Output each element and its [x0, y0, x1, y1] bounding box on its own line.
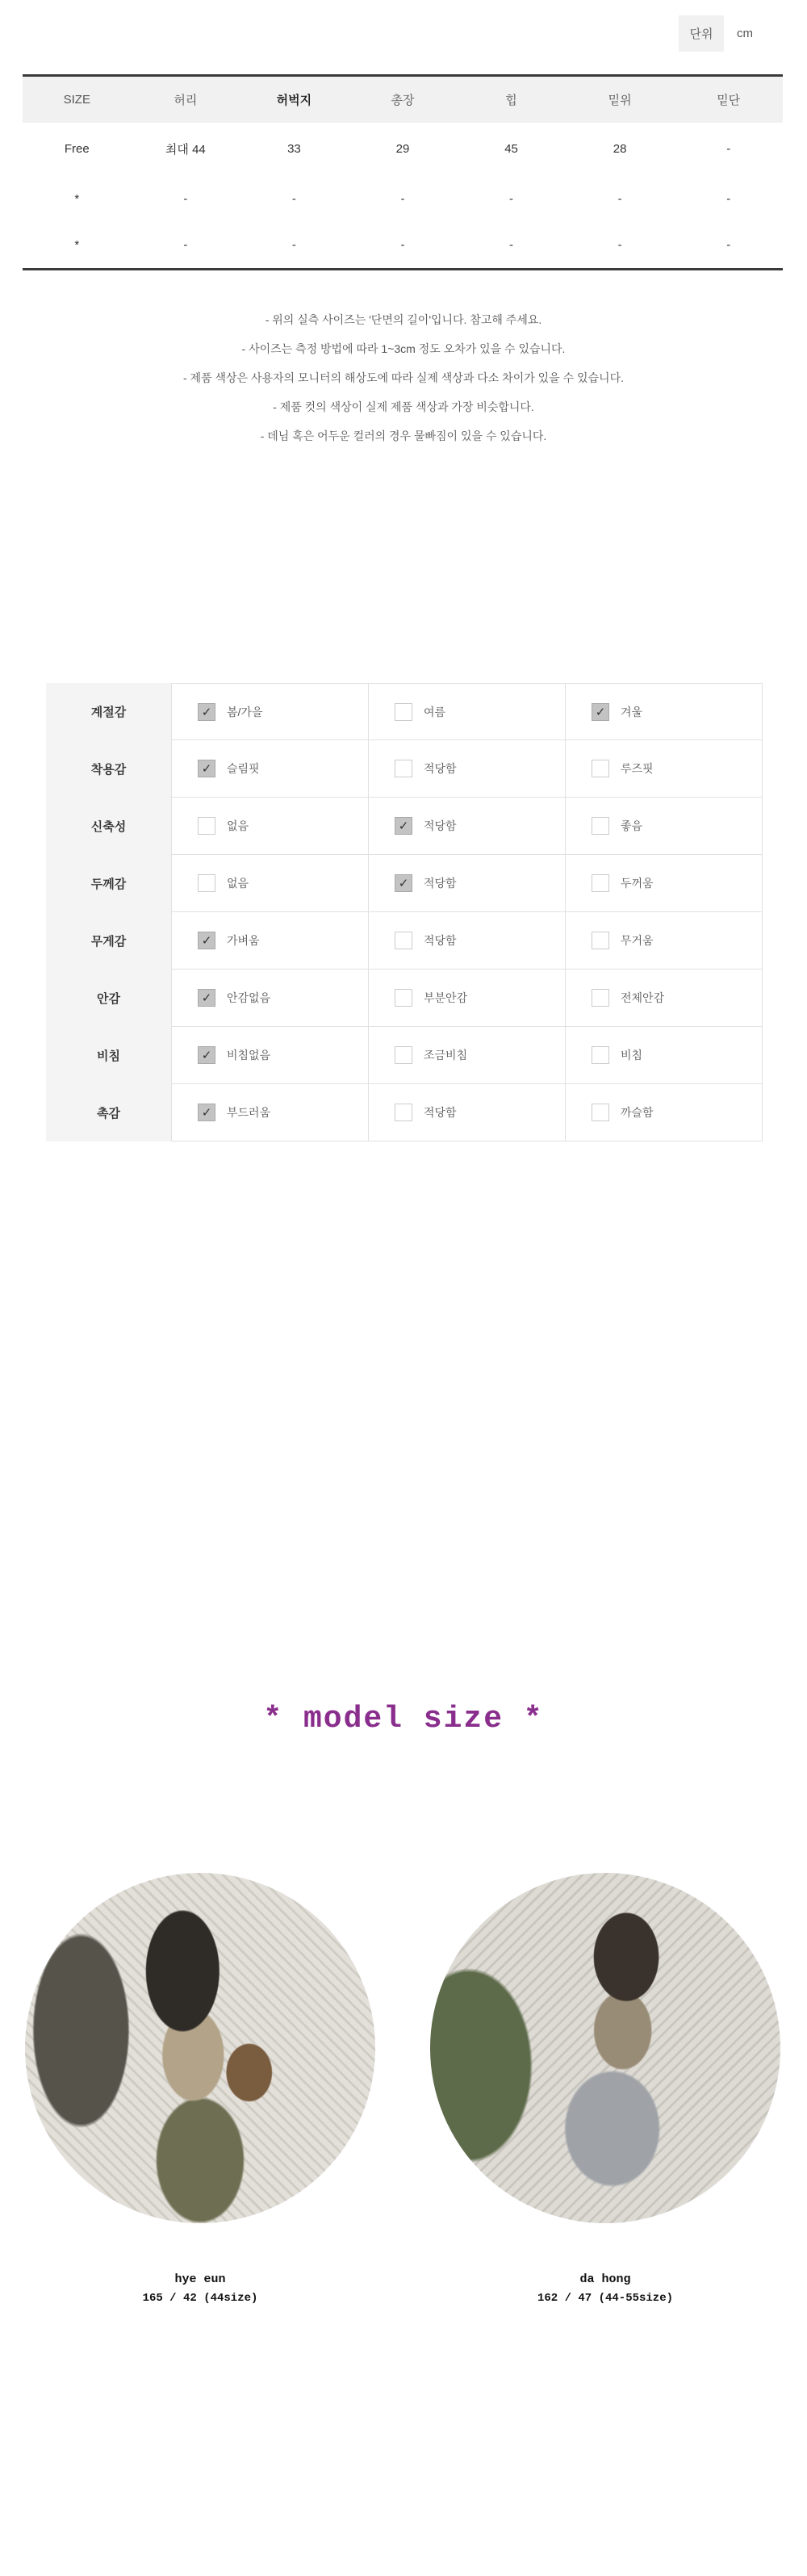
checkbox-icon — [395, 1104, 412, 1121]
rise-col-header: 밑위 — [608, 93, 632, 107]
feature-option — [565, 1084, 763, 1141]
checkbox-icon — [395, 989, 412, 1007]
cell-length: - — [400, 191, 405, 206]
note-line: - 제품 색상은 사용자의 모니터의 해상도에 따라 실제 색상과 다소 차이가 있을 수 있습니다. — [183, 371, 624, 384]
feature-option — [171, 970, 368, 1027]
feature-label: 촉감 — [46, 1084, 171, 1141]
size-col-header: SIZE — [63, 92, 90, 107]
feature-option — [171, 1084, 368, 1141]
option-label: 무거움 — [621, 934, 654, 947]
cell-size: Free — [64, 142, 90, 156]
checkbox-icon — [198, 817, 215, 835]
feature-option — [171, 912, 368, 970]
feature-row-elasticity — [46, 798, 763, 855]
checkbox-icon — [395, 1046, 412, 1064]
checkbox-icon — [198, 760, 215, 777]
size-table — [23, 74, 783, 270]
feature-option — [368, 1084, 565, 1141]
model-measurements: 165 / 42 (44size) — [142, 2292, 258, 2305]
feature-row-texture — [46, 1084, 763, 1141]
checkbox-icon — [198, 932, 215, 949]
checkbox-icon — [395, 703, 412, 721]
cell-length: - — [400, 237, 405, 252]
table-row — [23, 222, 783, 270]
option-label: 적당함 — [424, 819, 457, 832]
option-label: 까슬함 — [621, 1106, 654, 1119]
feature-label: 착용감 — [46, 740, 171, 798]
unit-value: cm — [737, 27, 753, 40]
cell-hem: - — [726, 191, 731, 206]
option-label: 없음 — [227, 819, 249, 832]
checkbox-icon — [592, 1104, 609, 1121]
cell-rise: 28 — [613, 142, 627, 156]
option-label: 비침없음 — [227, 1049, 271, 1062]
feature-label: 안감 — [46, 970, 171, 1027]
size-notes — [0, 305, 807, 450]
feature-option — [565, 855, 763, 912]
note-line: - 데님 혹은 어두운 컬러의 경우 물빠짐이 있을 수 있습니다. — [260, 429, 547, 442]
option-label: 여름 — [424, 705, 446, 718]
feature-option — [368, 740, 565, 798]
option-label: 전체안감 — [621, 991, 665, 1004]
option-label: 비침 — [621, 1049, 643, 1062]
cell-waist: - — [183, 191, 188, 206]
feature-option — [171, 740, 368, 798]
cell-rise: - — [617, 237, 622, 252]
checkbox-icon — [198, 1104, 215, 1121]
feature-option — [171, 1027, 368, 1084]
cell-rise: - — [617, 191, 622, 206]
cell-length: 29 — [395, 142, 410, 156]
checkbox-icon — [592, 703, 609, 721]
checkbox-icon — [395, 817, 412, 835]
option-label: 봄/가을 — [227, 705, 263, 718]
checkbox-icon — [198, 874, 215, 892]
option-label: 조금비침 — [424, 1049, 468, 1062]
checkbox-icon — [395, 874, 412, 892]
note-line: - 사이즈는 측정 방법에 따라 1~3cm 정도 오차가 있을 수 있습니다. — [241, 342, 566, 355]
feature-label: 비침 — [46, 1027, 171, 1084]
checkbox-icon — [592, 989, 609, 1007]
cell-thigh: 33 — [287, 142, 301, 156]
option-label: 좋음 — [621, 819, 643, 832]
fabric-feature-table — [46, 683, 763, 1141]
cell-thigh: - — [291, 237, 296, 252]
feature-option — [368, 912, 565, 970]
option-label: 적당함 — [424, 1106, 457, 1119]
note-line: - 위의 실측 사이즈는 '단면의 길이'입니다. 참고해 주세요. — [265, 313, 542, 326]
feature-option — [565, 970, 763, 1027]
cell-hip: - — [509, 191, 514, 206]
feature-option — [368, 970, 565, 1027]
model-name: hye eun — [174, 2272, 226, 2286]
feature-option — [368, 798, 565, 855]
thigh-col-header: 허벅지 — [276, 93, 312, 107]
feature-option — [368, 1027, 565, 1084]
cell-hem: - — [726, 142, 731, 156]
feature-option — [565, 1027, 763, 1084]
option-label: 루즈핏 — [621, 762, 654, 775]
feature-label: 신축성 — [46, 798, 171, 855]
feature-label: 두께감 — [46, 855, 171, 912]
option-label: 부드러움 — [227, 1106, 271, 1119]
checkbox-icon — [592, 817, 609, 835]
option-label: 슬림핏 — [227, 762, 260, 775]
hip-col-header: 힙 — [505, 93, 517, 107]
cell-size: * — [74, 237, 80, 252]
model-size-title: * model size * — [263, 1702, 544, 1736]
length-col-header: 총장 — [391, 93, 415, 107]
option-label: 두꺼움 — [621, 877, 654, 890]
checkbox-icon — [395, 932, 412, 949]
option-label: 안감없음 — [227, 991, 271, 1004]
hem-col-header: 밑단 — [717, 93, 741, 107]
cell-waist: 최대 44 — [165, 143, 206, 157]
option-label: 부분안감 — [424, 991, 468, 1004]
model-caption — [25, 2270, 375, 2307]
unit-label-badge: 단위 — [679, 15, 724, 52]
cell-size: * — [74, 191, 80, 206]
feature-row-sheerness — [46, 1027, 763, 1084]
model-caption — [430, 2270, 780, 2307]
checkbox-icon — [592, 1046, 609, 1064]
unit-indicator — [679, 15, 753, 52]
checkbox-icon — [395, 760, 412, 777]
feature-option — [368, 855, 565, 912]
waist-col-header: 허리 — [174, 93, 198, 107]
checkbox-icon — [592, 874, 609, 892]
checkbox-icon — [198, 1046, 215, 1064]
cell-hem: - — [726, 237, 731, 252]
feature-row-season — [46, 683, 763, 740]
size-table-header-row — [23, 76, 783, 123]
option-label: 없음 — [227, 877, 249, 890]
cell-hip: 45 — [504, 142, 518, 156]
feature-row-lining — [46, 970, 763, 1027]
option-label: 적당함 — [424, 762, 457, 775]
feature-option — [368, 683, 565, 740]
cell-hip: - — [509, 237, 514, 252]
feature-option — [171, 855, 368, 912]
table-row — [23, 176, 783, 222]
model-measurements: 162 / 47 (44-55size) — [537, 2292, 674, 2305]
checkbox-icon — [198, 703, 215, 721]
option-label: 적당함 — [424, 934, 457, 947]
option-label: 겨울 — [621, 705, 643, 718]
size-table-header — [23, 76, 783, 123]
option-label: 가벼움 — [227, 934, 260, 947]
feature-option — [171, 683, 368, 740]
model-photo-da-hong — [430, 1873, 780, 2223]
feature-option — [565, 912, 763, 970]
feature-option — [171, 798, 368, 855]
feature-label: 계절감 — [46, 683, 171, 740]
cell-waist: - — [183, 237, 188, 252]
feature-row-fit — [46, 740, 763, 798]
model-name: da hong — [579, 2272, 631, 2286]
cell-thigh: - — [291, 191, 296, 206]
checkbox-icon — [592, 932, 609, 949]
feature-label: 무게감 — [46, 912, 171, 970]
option-label: 적당함 — [424, 877, 457, 890]
model-photo-hye-eun — [25, 1873, 375, 2223]
note-line: - 제품 컷의 색상이 실제 제품 색상과 가장 비슷합니다. — [273, 400, 534, 413]
checkbox-icon — [198, 989, 215, 1007]
feature-option — [565, 798, 763, 855]
table-row — [23, 123, 783, 176]
feature-option — [565, 683, 763, 740]
feature-option — [565, 740, 763, 798]
checkbox-icon — [592, 760, 609, 777]
feature-row-weight — [46, 912, 763, 970]
feature-row-thickness — [46, 855, 763, 912]
